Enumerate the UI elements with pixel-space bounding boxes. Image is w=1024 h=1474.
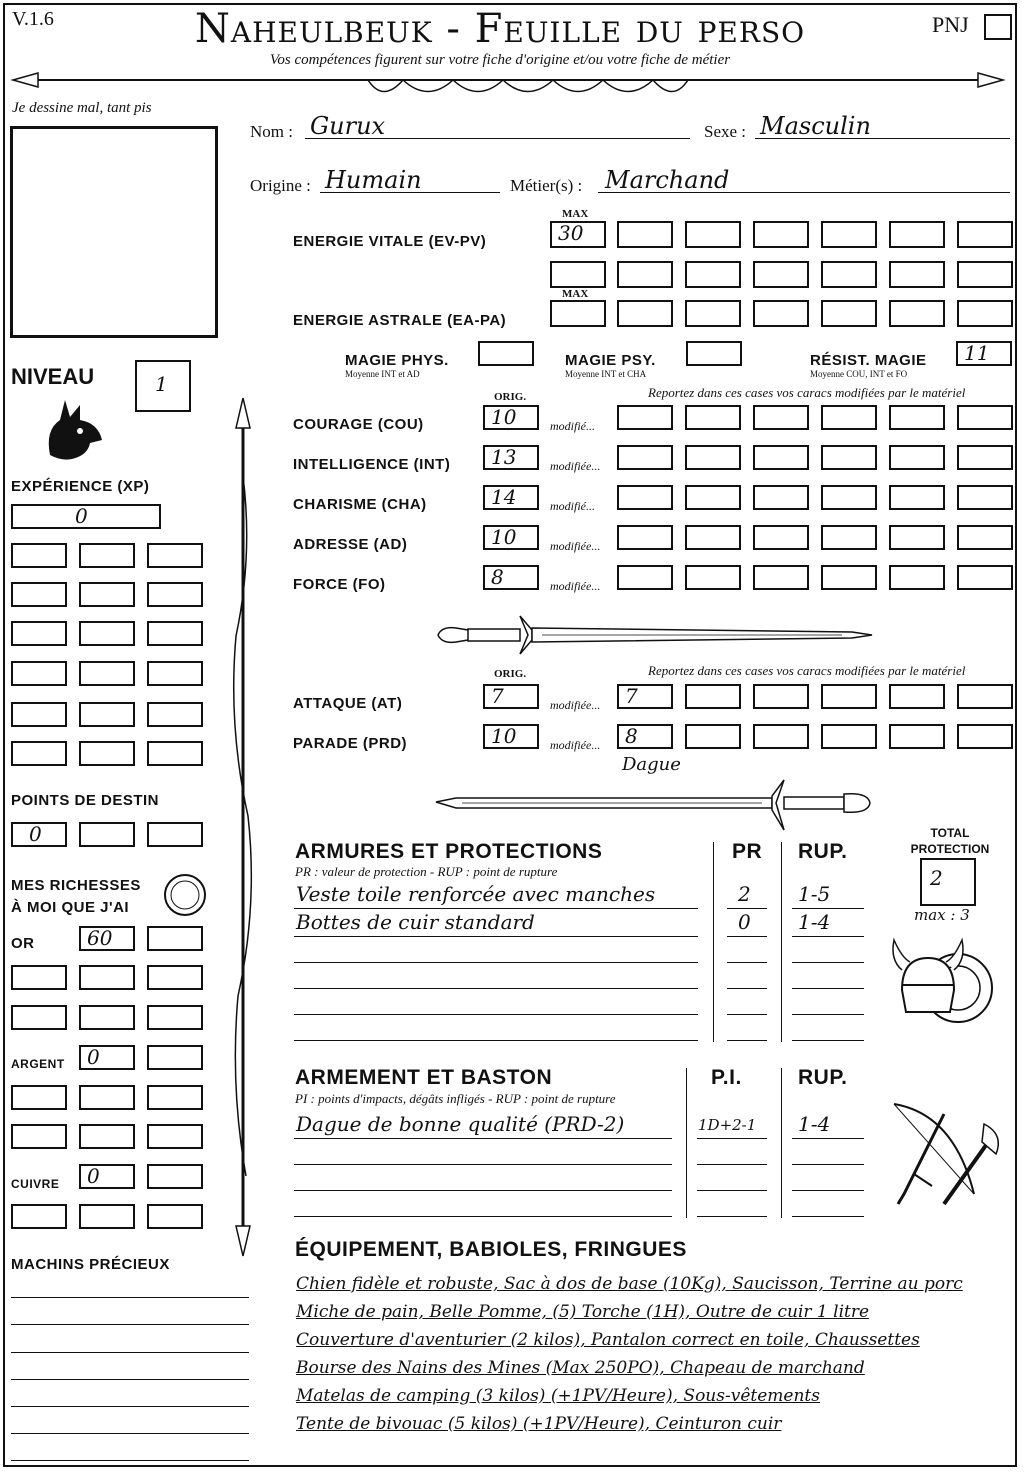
stat-label: INTELLIGENCE (INT) xyxy=(293,456,451,473)
total-protection-box[interactable]: 2 xyxy=(920,858,976,906)
name-value[interactable]: Gurux xyxy=(310,112,386,140)
treasures-label: MACHINS PRÉCIEUX xyxy=(11,1256,170,1273)
wealth-label-1: MES RICHESSES xyxy=(11,877,141,894)
sex-label: Sexe : xyxy=(704,122,747,141)
xp-box-6-1[interactable] xyxy=(11,741,67,766)
combat-mod-box-3[interactable] xyxy=(753,724,809,749)
stat-mod-box-2[interactable] xyxy=(685,485,741,510)
magic-psy-box[interactable] xyxy=(686,341,742,366)
armor-note: PR : valeur de protection - RUP : point de rupture xyxy=(295,864,558,879)
xp-box-6-3[interactable] xyxy=(147,741,203,766)
silver-label: ARGENT xyxy=(11,1057,65,1071)
silver-grid-1-1[interactable] xyxy=(11,1085,67,1110)
combat-mod-box-1[interactable]: 7 xyxy=(617,684,673,709)
origin-value[interactable]: Humain xyxy=(325,166,422,194)
treasure-line[interactable] xyxy=(11,1460,249,1461)
ev-box-2-1[interactable] xyxy=(550,261,606,288)
magic-psy-label: MAGIE PSY. xyxy=(565,352,656,369)
stat-mod-label: modifiée... xyxy=(550,579,601,593)
equipment-line[interactable]: Matelas de camping (3 kilos) (+1PV/Heure), Sous-vêtements xyxy=(296,1386,820,1406)
armor-line[interactable] xyxy=(294,1040,698,1041)
armor-line[interactable] xyxy=(294,936,698,937)
destiny-box-1[interactable]: 0 xyxy=(11,822,67,847)
combat-mod-box-1[interactable]: 8 xyxy=(617,724,673,749)
stat-mod-label: modifiée... xyxy=(550,539,601,553)
weapons-title: ARMEMENT ET BASTON xyxy=(295,1066,553,1089)
sex-value[interactable]: Masculin xyxy=(760,112,871,140)
weapons-col-rup: RUP. xyxy=(798,1066,848,1089)
treasure-line[interactable] xyxy=(11,1406,249,1407)
xp-box-2-3[interactable] xyxy=(147,582,203,607)
page-subtitle: Vos compétences figurent sur votre fiche d'origine et/ou votre fiche de métier xyxy=(269,52,731,68)
stat-mod-box-1[interactable] xyxy=(617,405,673,430)
stat-label: CHARISME (CHA) xyxy=(293,496,427,513)
treasure-line[interactable] xyxy=(11,1297,249,1298)
level-box[interactable]: 1 xyxy=(135,360,191,412)
weapon-line[interactable] xyxy=(294,1216,672,1217)
gold-grid-1-2[interactable] xyxy=(79,965,135,990)
wealth-label-2: À MOI QUE J'AI xyxy=(11,899,130,916)
ev-box-2-2[interactable] xyxy=(617,261,673,288)
xp-box-3-2[interactable] xyxy=(79,621,135,646)
stat-label: FORCE (FO) xyxy=(293,576,386,593)
combat-mod-box-3[interactable] xyxy=(753,684,809,709)
stat-label: COURAGE (COU) xyxy=(293,416,424,433)
stat-mod-box-5[interactable] xyxy=(889,485,945,510)
xp-box-4-1[interactable] xyxy=(11,661,67,686)
xp-box-6-2[interactable] xyxy=(79,741,135,766)
xp-box-4-3[interactable] xyxy=(147,661,203,686)
stat-orig-box[interactable]: 13 xyxy=(483,445,539,470)
destiny-label: POINTS DE DESTIN xyxy=(11,792,160,809)
silver-box[interactable]: 0 xyxy=(79,1045,135,1070)
version-label: V.1.6 xyxy=(12,8,54,30)
combat-mod-box-5[interactable] xyxy=(889,724,945,749)
stat-mod-box-5[interactable] xyxy=(889,525,945,550)
stat-orig-box[interactable]: 10 xyxy=(483,405,539,430)
xp-box-5-2[interactable] xyxy=(79,702,135,727)
xp-box-3-1[interactable] xyxy=(11,621,67,646)
xp-box-5-3[interactable] xyxy=(147,702,203,727)
xp-box[interactable]: 0 xyxy=(11,504,161,529)
gold-grid-2-1[interactable] xyxy=(11,1005,67,1030)
gold-grid-1-3[interactable] xyxy=(147,965,203,990)
sword-icon xyxy=(432,612,874,658)
name-label: Nom : xyxy=(250,122,293,141)
stat-mod-box-2[interactable] xyxy=(685,525,741,550)
stat-mod-box-2[interactable] xyxy=(685,445,741,470)
magic-psy-note: Moyenne INT et CHA xyxy=(565,369,647,379)
xp-box-2-2[interactable] xyxy=(79,582,135,607)
armor-line[interactable] xyxy=(294,1014,698,1015)
magic-phys-label: MAGIE PHYS. xyxy=(345,352,449,369)
treasure-line[interactable] xyxy=(11,1352,249,1353)
equipment-title: ÉQUIPEMENT, BABIOLES, FRINGUES xyxy=(295,1238,687,1261)
xp-box-4-2[interactable] xyxy=(79,661,135,686)
stat-label: ADRESSE (AD) xyxy=(293,536,408,553)
combat-mod-box-2[interactable] xyxy=(685,684,741,709)
silver-grid-1-2[interactable] xyxy=(79,1085,135,1110)
combat-orig-label: ORIG. xyxy=(494,668,527,680)
ev-box-1-4[interactable] xyxy=(821,221,877,248)
gold-grid-2-3[interactable] xyxy=(147,1005,203,1030)
silver-grid-2-3[interactable] xyxy=(147,1124,203,1149)
ev-box-2-3[interactable] xyxy=(685,261,741,288)
weapon-line[interactable] xyxy=(294,1190,672,1191)
equipment-line[interactable]: Couverture d'aventurier (2 kilos), Pantalon correct en toile, Chaussettes xyxy=(296,1330,920,1350)
ev-box-2-7[interactable] xyxy=(957,261,1013,288)
ea-box-2[interactable] xyxy=(685,300,741,327)
combat-label: PARADE (PRD) xyxy=(293,735,408,752)
ev-box-1-2[interactable] xyxy=(685,221,741,248)
stat-mod-box-6[interactable] xyxy=(957,405,1013,430)
armor-rup[interactable]: 1-4 xyxy=(798,910,831,934)
stat-mod-box-4[interactable] xyxy=(821,565,877,590)
ea-box-5[interactable] xyxy=(889,300,945,327)
stat-mod-box-3[interactable] xyxy=(753,485,809,510)
xp-box-1-2[interactable] xyxy=(79,543,135,568)
stat-mod-box-1[interactable] xyxy=(617,565,673,590)
xp-box-1-3[interactable] xyxy=(147,543,203,568)
armor-pr[interactable]: 0 xyxy=(738,910,751,934)
xp-box-5-1[interactable] xyxy=(11,702,67,727)
armor-line[interactable] xyxy=(294,908,698,909)
armor-title: ARMURES ET PROTECTIONS xyxy=(295,840,603,863)
equipment-line[interactable]: Tente de bivouac (5 kilos) (+1PV/Heure), Ceinturon cuir xyxy=(296,1414,782,1434)
dragon-head-icon xyxy=(40,395,106,465)
weapon-rup[interactable]: 1-4 xyxy=(798,1112,831,1136)
magic-resist-box[interactable]: 11 xyxy=(956,341,1012,366)
equipment-line[interactable]: Chien fidèle et robuste, Sac à dos de base (10Kg), Saucisson, Terrine au porc xyxy=(296,1274,963,1294)
coin-icon xyxy=(162,872,208,918)
npc-checkbox[interactable] xyxy=(984,14,1012,40)
combat-report-note: Reportez dans ces cases vos caracs modifiées par le matériel xyxy=(648,663,966,678)
ea-max-box[interactable] xyxy=(550,300,606,327)
ev-box-1-6[interactable] xyxy=(957,221,1013,248)
job-label: Métier(s) : xyxy=(510,176,583,195)
combat-mod-box-4[interactable] xyxy=(821,724,877,749)
combat-mod-box-2[interactable] xyxy=(685,724,741,749)
silver-grid-2-1[interactable] xyxy=(11,1124,67,1149)
magic-resist-label: RÉSIST. MAGIE xyxy=(810,352,927,369)
npc-label: PNJ xyxy=(932,12,969,37)
ev-box-1-5[interactable] xyxy=(889,221,945,248)
stat-mod-box-6[interactable] xyxy=(957,445,1013,470)
stat-mod-box-3[interactable] xyxy=(753,405,809,430)
stat-mod-box-1[interactable] xyxy=(617,445,673,470)
magic-phys-box[interactable] xyxy=(478,341,534,366)
weapon-line[interactable] xyxy=(294,1138,672,1139)
xp-box-2-1[interactable] xyxy=(11,582,67,607)
ev-box-2-6[interactable] xyxy=(889,261,945,288)
total-protection-label-1: TOTAL xyxy=(930,826,970,840)
gold-box-2[interactable] xyxy=(147,926,203,951)
equipment-line[interactable]: Bourse des Nains des Mines (Max 250PO), Chapeau de marchand xyxy=(296,1358,865,1378)
gold-grid-1-1[interactable] xyxy=(11,965,67,990)
stat-mod-box-5[interactable] xyxy=(889,565,945,590)
ea-box-4[interactable] xyxy=(821,300,877,327)
combat-mod-box-6[interactable] xyxy=(957,684,1013,709)
armor-line[interactable] xyxy=(294,988,698,989)
armor-pr[interactable]: 2 xyxy=(738,882,751,906)
destiny-box-3[interactable] xyxy=(147,822,203,847)
ev-box-1-3[interactable] xyxy=(753,221,809,248)
weapons-col-pi: P.I. xyxy=(711,1066,742,1089)
origin-label: Origine : xyxy=(250,176,311,195)
gold-grid-2-2[interactable] xyxy=(79,1005,135,1030)
stat-mod-box-3[interactable] xyxy=(753,525,809,550)
silver-grid-2-2[interactable] xyxy=(79,1124,135,1149)
portrait-box[interactable] xyxy=(10,126,218,338)
ea-box-1[interactable] xyxy=(617,300,673,327)
stat-mod-box-5[interactable] xyxy=(889,445,945,470)
crossed-weapons-icon xyxy=(884,1094,1008,1218)
ea-box-6[interactable] xyxy=(957,300,1013,327)
xp-box-1-1[interactable] xyxy=(11,543,67,568)
stat-orig-box[interactable]: 14 xyxy=(483,485,539,510)
weapons-note: PI : points d'impacts, dégâts infligés - RUP : point de rupture xyxy=(295,1091,616,1106)
stats-report-note: Reportez dans ces cases vos caracs modifiées par le matériel xyxy=(648,385,966,400)
ev-max-box[interactable]: 30 xyxy=(550,221,606,248)
treasure-line[interactable] xyxy=(11,1379,249,1380)
stat-mod-box-4[interactable] xyxy=(821,445,877,470)
stat-mod-box-1[interactable] xyxy=(617,485,673,510)
armor-col-pr: PR xyxy=(732,840,763,863)
armor-name[interactable]: Bottes de cuir standard xyxy=(296,910,535,934)
total-protection-max: max : 3 xyxy=(914,906,970,924)
stat-orig-box[interactable]: 8 xyxy=(483,565,539,590)
header-spear-divider-icon xyxy=(8,68,1008,108)
stat-mod-box-6[interactable] xyxy=(957,525,1013,550)
stat-mod-box-4[interactable] xyxy=(821,405,877,430)
page-title: Naheulbeuk - Feuille du perso xyxy=(194,6,806,52)
stat-mod-box-4[interactable] xyxy=(821,485,877,510)
silver-box-2[interactable] xyxy=(147,1045,203,1070)
stat-mod-box-6[interactable] xyxy=(957,485,1013,510)
ev-box-2-4[interactable] xyxy=(753,261,809,288)
copper-label: CUIVRE xyxy=(11,1177,60,1191)
combat-mod-label: modifiée... xyxy=(550,738,601,752)
job-value[interactable]: Marchand xyxy=(605,166,730,194)
vertical-spear-icon xyxy=(228,396,258,1258)
level-label: NIVEAU xyxy=(11,364,95,389)
stat-mod-box-3[interactable] xyxy=(753,445,809,470)
stat-mod-box-3[interactable] xyxy=(753,565,809,590)
xp-box-3-3[interactable] xyxy=(147,621,203,646)
treasure-line[interactable] xyxy=(11,1324,249,1325)
treasure-line[interactable] xyxy=(11,1433,249,1434)
combat-mod-box-6[interactable] xyxy=(957,724,1013,749)
stat-mod-box-5[interactable] xyxy=(889,405,945,430)
weapon-pi[interactable]: 1D+2-1 xyxy=(698,1116,757,1134)
ev-label: ENERGIE VITALE (EV-PV) xyxy=(293,233,487,250)
copper-box-2[interactable] xyxy=(147,1164,203,1189)
ea-max-label: MAX xyxy=(562,288,589,300)
stat-mod-box-4[interactable] xyxy=(821,525,877,550)
stat-mod-box-2[interactable] xyxy=(685,405,741,430)
copper-grid-3[interactable] xyxy=(147,1204,203,1229)
copper-box[interactable]: 0 xyxy=(79,1164,135,1189)
weapon-name[interactable]: Dague de bonne qualité (PRD-2) xyxy=(296,1112,625,1136)
equipment-line[interactable]: Miche de pain, Belle Pomme, (5) Torche (1H), Outre de cuir 1 litre xyxy=(296,1302,870,1322)
gold-box[interactable]: 60 xyxy=(79,926,135,951)
stat-mod-box-1[interactable] xyxy=(617,525,673,550)
armor-name[interactable]: Veste toile renforcée avec manches xyxy=(296,882,656,906)
copper-grid-2[interactable] xyxy=(79,1204,135,1229)
armor-line[interactable] xyxy=(294,962,698,963)
weapon-line[interactable] xyxy=(294,1164,672,1165)
stat-mod-label: modifié... xyxy=(550,419,595,433)
armor-rup[interactable]: 1-5 xyxy=(798,882,831,906)
ev-box-2-5[interactable] xyxy=(821,261,877,288)
ea-label: ENERGIE ASTRALE (EA-PA) xyxy=(293,312,507,329)
combat-orig-box[interactable]: 10 xyxy=(483,724,539,749)
combat-mod-label: modifiée... xyxy=(550,698,601,712)
stat-mod-box-2[interactable] xyxy=(685,565,741,590)
magic-phys-note: Moyenne INT et AD xyxy=(345,369,420,379)
stat-orig-box[interactable]: 10 xyxy=(483,525,539,550)
destiny-box-2[interactable] xyxy=(79,822,135,847)
portrait-caption: Je dessine mal, tant pis xyxy=(12,100,152,116)
silver-grid-1-3[interactable] xyxy=(147,1085,203,1110)
stat-mod-box-6[interactable] xyxy=(957,565,1013,590)
weapon-note: Dague xyxy=(622,754,681,775)
total-protection-label-2: PROTECTION xyxy=(910,842,990,856)
ea-box-3[interactable] xyxy=(753,300,809,327)
armor-col-rup: RUP. xyxy=(798,840,848,863)
combat-mod-box-4[interactable] xyxy=(821,684,877,709)
gold-label: OR xyxy=(11,935,35,952)
stat-mod-label: modifiée... xyxy=(550,459,601,473)
magic-resist-note: Moyenne COU, INT et FO xyxy=(810,369,908,379)
stat-mod-label: modifié... xyxy=(550,499,595,513)
combat-label: ATTAQUE (AT) xyxy=(293,695,403,712)
xp-label: EXPÉRIENCE (XP) xyxy=(11,478,150,495)
helmet-shield-icon xyxy=(888,930,1000,1030)
stats-orig-label: ORIG. xyxy=(494,391,527,403)
combat-mod-box-5[interactable] xyxy=(889,684,945,709)
ev-max-label: MAX xyxy=(562,208,589,220)
ev-box-1-1[interactable] xyxy=(617,221,673,248)
copper-grid-1[interactable] xyxy=(11,1204,67,1229)
sword-icon-2 xyxy=(432,778,874,832)
combat-orig-box[interactable]: 7 xyxy=(483,684,539,709)
